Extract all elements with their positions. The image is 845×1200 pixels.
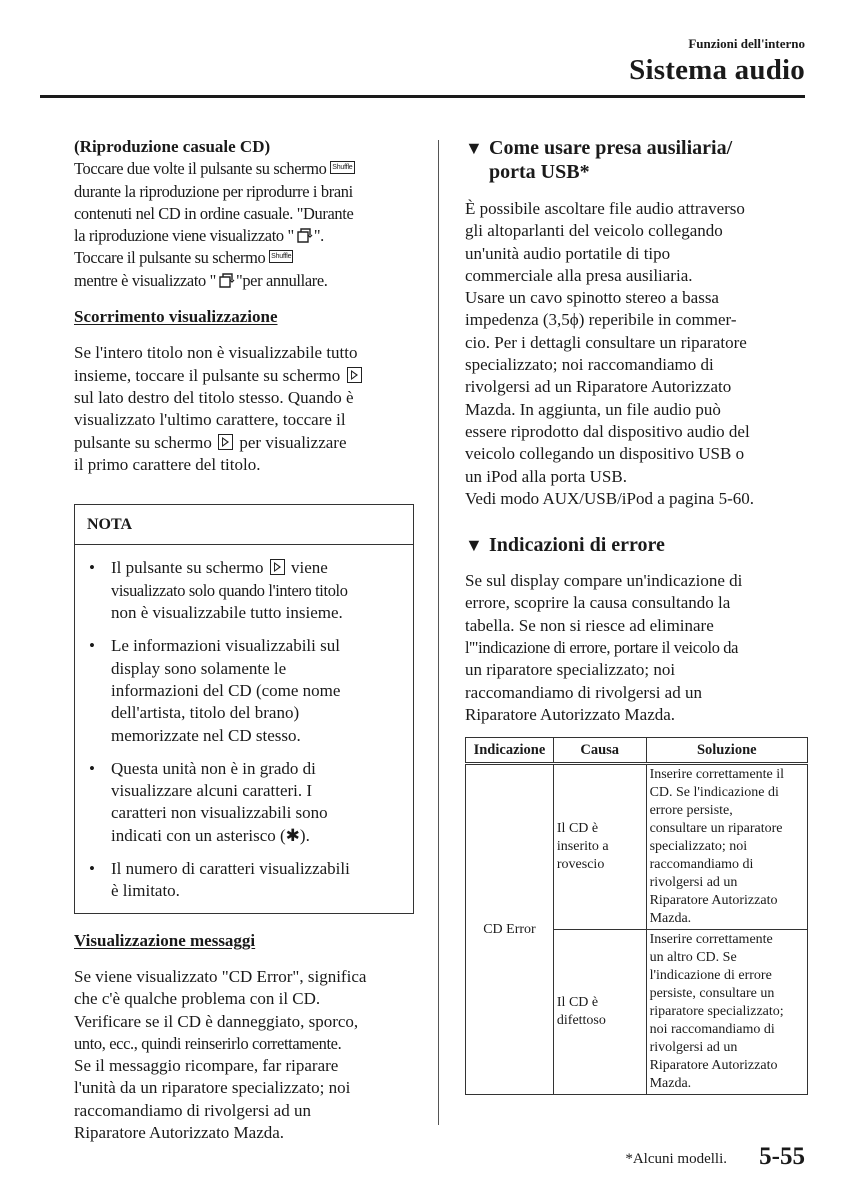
text-line: Il numero di caratteri visualizzabili: [111, 859, 350, 879]
text-line: viene: [291, 558, 328, 578]
header-rule: [40, 95, 805, 98]
text-line: rivolgersi ad un Riparatore Autorizzato: [465, 377, 732, 397]
text-line: Se l'intero titolo non è visualizzabile tutto: [74, 343, 358, 363]
heading-line: porta USB*: [489, 161, 590, 183]
shuffle-paragraph: [74, 158, 414, 292]
text-line: Usare un cavo spinotto stereo a bassa: [465, 288, 719, 308]
cell-line: Il CD è: [556, 821, 599, 837]
text-line: l'"indicazione di errore, portare il veicolo da: [465, 638, 739, 658]
page-number: 5-55: [759, 1143, 805, 1170]
text-line: errore, scoprire la causa consultando la: [465, 593, 731, 613]
text-line: Se viene visualizzato "CD Error", significa: [74, 966, 367, 986]
text-line: visualizzare alcuni caratteri. I: [111, 781, 313, 801]
text-line: tabella. Se non si riesce ad eliminare: [465, 615, 714, 635]
cell-line: rivolgersi ad un: [649, 875, 738, 891]
aux-usb-paragraph: [465, 198, 808, 510]
cell-line: consultare un riparatore: [649, 821, 783, 837]
text-line: la riproduzione viene visualizzato ": [74, 226, 294, 246]
table-header-row: [466, 738, 808, 764]
heading-line: Indicazioni di errore: [489, 534, 665, 557]
text-line: display sono solamente le: [111, 658, 287, 678]
text-line: "per annullare.: [236, 270, 328, 290]
text-line: che c'è qualche problema con il CD.: [74, 989, 321, 1009]
error-paragraph: [465, 570, 808, 726]
text-line: Riparatore Autorizzato Mazda.: [74, 1122, 285, 1142]
text-line: dell'artista, titolo del brano): [111, 703, 300, 723]
messages-heading: Visualizzazione messaggi: [74, 930, 256, 950]
left-column: [74, 136, 414, 1144]
cell-line: CD. Se l'indicazione di: [649, 785, 779, 801]
note-box: [74, 504, 414, 913]
text-line: Il pulsante su schermo: [111, 558, 264, 578]
scroll-button-icon: [347, 367, 362, 383]
text-line: veicolo collegando un dispositivo USB o: [465, 444, 745, 464]
bullet-icon: •: [89, 558, 95, 578]
asterisk-icon: ✱: [285, 825, 300, 846]
text-line: un iPod alla porta USB.: [465, 466, 627, 486]
error-table: [465, 737, 808, 1095]
bullet-icon: •: [89, 758, 95, 778]
cell-line: Mazda.: [649, 911, 692, 927]
scroll-heading: Scorrimento visualizzazione: [74, 307, 278, 327]
shuffle-button-icon: Shuffle: [269, 250, 293, 263]
cell-line: Inserire correttamente il: [649, 767, 785, 783]
cell-line: un altro CD. Se: [649, 950, 737, 966]
shuffle-indicator-icon: [295, 227, 313, 244]
cell-line: persiste, consultare un: [649, 986, 775, 1002]
text-line: commerciale alla presa ausiliaria.: [465, 265, 693, 285]
cell-line: Il CD è: [556, 995, 599, 1011]
aux-usb-heading: [465, 136, 808, 184]
text-line: insieme, toccare il pulsante su schermo: [74, 365, 341, 385]
section-triangle-icon: ▼: [465, 535, 483, 556]
cell-line: noi raccomandiamo di: [649, 1022, 775, 1038]
cell-line: raccomandiamo di: [649, 857, 754, 873]
text-line: il primo carattere del titolo.: [74, 454, 261, 474]
note-bullet: [87, 858, 403, 903]
text-line: un'unità audio portatile di tipo: [465, 243, 671, 263]
cell-line: Riparatore Autorizzato: [649, 1058, 778, 1074]
column-divider: [438, 140, 439, 1125]
shuffle-button-icon: Shuffle: [330, 161, 354, 174]
cell-line: difettoso: [556, 1013, 606, 1029]
text-line: raccomandiamo di rivolgersi ad un: [74, 1100, 311, 1120]
text-line: Verificare se il CD è danneggiato, sporco,: [74, 1011, 359, 1031]
text-line: ".: [313, 226, 324, 246]
text-line: Toccare due volte il pulsante su schermo: [74, 159, 327, 179]
header-section-label: Funzioni dell'interno: [688, 36, 805, 51]
text-line: Questa unità non è in grado di: [111, 758, 316, 778]
text-line: per visualizzare: [239, 432, 347, 452]
scroll-paragraph: [74, 342, 414, 476]
right-column: [465, 136, 808, 1095]
text-line: contenuti nel CD in ordine casuale. "Durante: [74, 203, 354, 223]
solution-cell: [646, 764, 807, 930]
shuffle-heading: (Riproduzione casuale CD): [74, 137, 271, 156]
table-header-cell: Soluzione: [646, 738, 807, 764]
scroll-button-icon: [218, 434, 233, 450]
bullet-icon: •: [89, 636, 95, 656]
cause-cell: [553, 930, 646, 1095]
text-line: Se sul display compare un'indicazione di: [465, 571, 743, 591]
cell-line: errore persiste,: [649, 803, 733, 819]
text-line: unto, ecc., quindi reinserirlo correttamente.: [74, 1033, 342, 1053]
cell-line: Inserire correttamente: [649, 932, 773, 948]
text-line: memorizzate nel CD stesso.: [111, 725, 301, 745]
note-body: [75, 545, 413, 912]
text-line: mentre è visualizzato ": [74, 270, 216, 290]
text-line: Mazda. In aggiunta, un file audio può: [465, 399, 721, 419]
cell-line: inserito a: [556, 839, 609, 855]
text-line: cio. Per i dettagli consultare un riparatore: [465, 332, 747, 352]
text-line: non è visualizzabile tutto insieme.: [111, 603, 343, 623]
text-line: indicati con un asterisco (: [111, 825, 286, 845]
table-header-cell: Causa: [553, 738, 646, 764]
heading-line: Come usare presa ausiliaria/: [489, 137, 733, 159]
note-bullet: [87, 758, 403, 847]
text-line: sul lato destro del titolo stesso. Quando è: [74, 387, 354, 407]
text-line: Se il messaggio ricompare, far riparare: [74, 1056, 339, 1076]
cell-line: Mazda.: [649, 1076, 692, 1092]
text-line: gli altoparlanti del veicolo collegando: [465, 221, 723, 241]
text-line: specializzato; noi raccomandiamo di: [465, 355, 714, 375]
cell-line: riparatore specializzato;: [649, 1004, 784, 1020]
indication-cell: CD Error: [466, 764, 554, 1095]
text-line: caratteri non visualizzabili sono: [111, 803, 328, 823]
messages-paragraph: [74, 966, 414, 1144]
note-bullet: [87, 557, 403, 624]
note-title: NOTA: [75, 505, 413, 545]
text-line: è limitato.: [111, 881, 180, 901]
cell-line: rivolgersi ad un: [649, 1040, 738, 1056]
text-line: raccomandiamo di rivolgersi ad un: [465, 682, 702, 702]
text-line: Le informazioni visualizzabili sul: [111, 636, 340, 656]
text-line: Vedi modo AUX/USB/iPod a pagina 5-60.: [465, 488, 754, 508]
text-line: un riparatore specializzato; noi: [465, 660, 676, 680]
scroll-button-icon: [270, 559, 285, 575]
text-line: pulsante su schermo: [74, 432, 212, 452]
text-line: l'unità da un riparatore specializzato; noi: [74, 1078, 351, 1098]
text-line: durante la riproduzione per riprodurre i brani: [74, 181, 353, 201]
table-row: [466, 764, 808, 930]
cell-line: rovescio: [556, 857, 605, 873]
text-line: impedenza (3,5ϕ) reperibile in commer-: [465, 310, 737, 330]
text-line: ).: [299, 825, 310, 845]
section-triangle-icon: ▼: [465, 138, 483, 158]
cause-cell: [553, 764, 646, 930]
text-line: informazioni del CD (come nome: [111, 680, 341, 700]
cell-line: Riparatore Autorizzato: [649, 893, 778, 909]
text-line: essere riprodotto dal dispositivo audio del: [465, 421, 750, 441]
cell-line: l'indicazione di errore: [649, 968, 772, 984]
page-title: Sistema audio: [629, 54, 805, 86]
table-header-cell: Indicazione: [466, 738, 554, 764]
text-line: visualizzato l'ultimo carattere, toccare il: [74, 410, 346, 430]
shuffle-indicator-icon: [217, 272, 235, 289]
cell-line: specializzato; noi: [649, 839, 748, 855]
text-line: Toccare il pulsante su schermo: [74, 248, 266, 268]
solution-cell: [646, 930, 807, 1095]
note-bullet: [87, 635, 403, 746]
text-line: È possibile ascoltare file audio attraverso: [465, 199, 745, 218]
text-line: Riparatore Autorizzato Mazda.: [465, 704, 676, 724]
error-heading: [465, 533, 808, 557]
footnote: *Alcuni modelli.: [625, 1151, 727, 1167]
text-line: visualizzato solo quando l'intero titolo: [111, 580, 348, 600]
bullet-icon: •: [89, 859, 95, 879]
